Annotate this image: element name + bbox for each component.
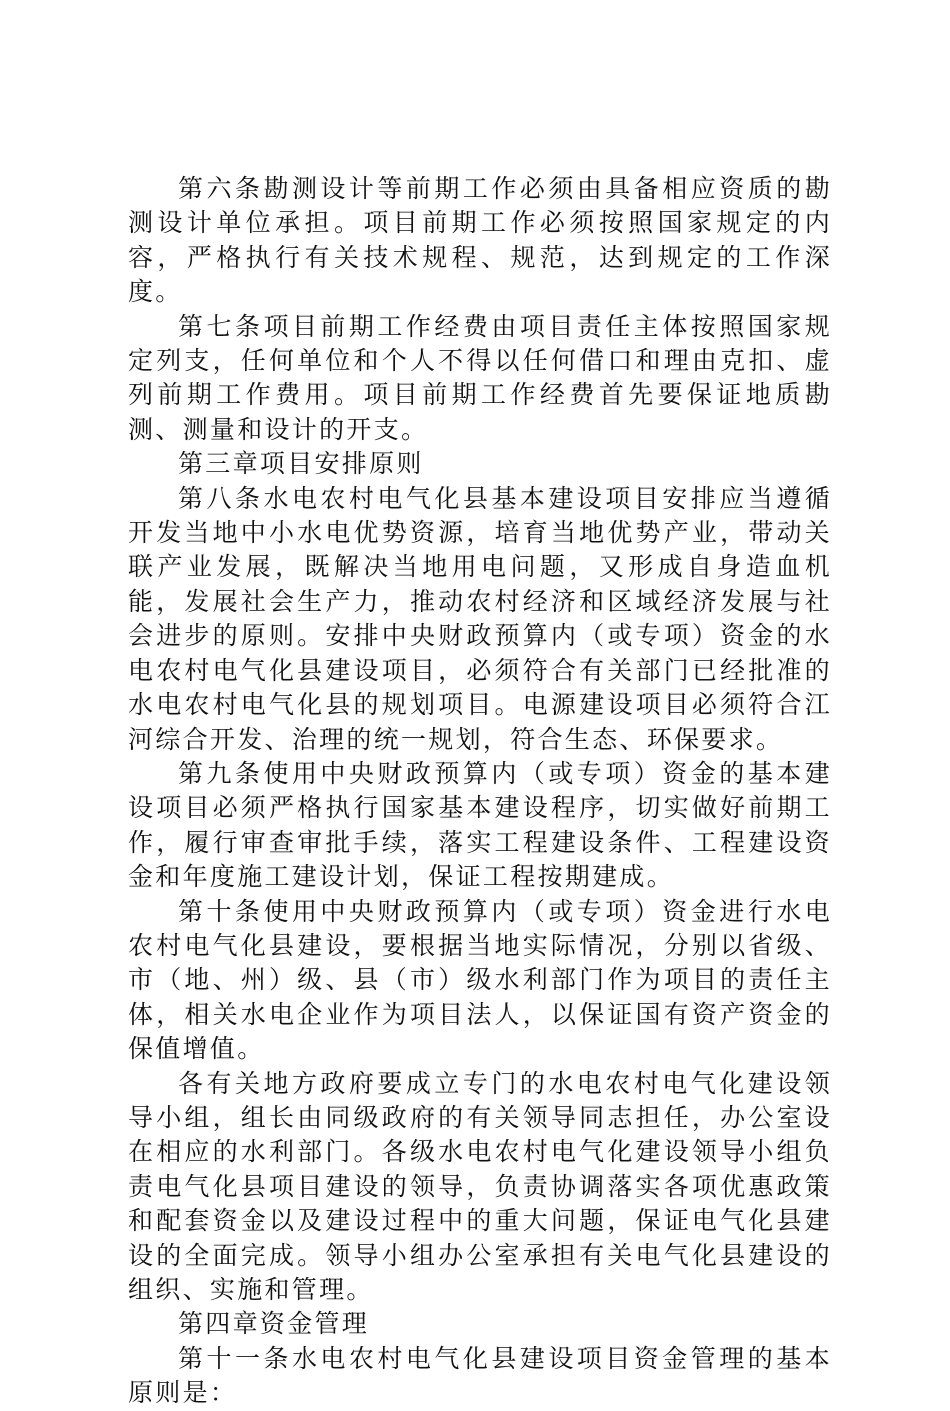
- chapter-4-heading: 第四章资金管理: [178, 1309, 370, 1339]
- paragraph-article-10: 第十条使用中央财政预算内（或专项）资金进行水电农村电气化县建设，要根据当地实际情况，分别以省级、市（地、州）级、县（市）级水利部门作为项目的责任主体，相关水电企业作为项目法人，以保证国有资产资金的保值增值。: [128, 896, 832, 1064]
- paragraph-article-7: 第七条项目前期工作经费由项目责任主体按照国家规定列支，任何单位和个人不得以任何借口和理由克扣、虚列前期工作费用。项目前期工作经费首先要保证地质勘测、测量和设计的开支。: [128, 311, 832, 444]
- chapter-3-heading: 第三章项目安排原则: [178, 449, 424, 479]
- paragraph-article-9: 第九条使用中央财政预算内（或专项）资金的基本建设项目必须严格执行国家基本建设程序，切实做好前期工作，履行审查审批手续，落实工程建设条件、工程建设资金和年度施工建设计划，保证工程按期建成。: [128, 758, 832, 892]
- paragraph-article-8: 第八条水电农村电气化县基本建设项目安排应当遵循开发当地中小水电优势资源，培育当地优势产业，带动关联产业发展，既解决当地用电问题，又形成自身造血机能，发展社会生产力，推动农村经济和区域经济发展与社会进步的原则。安排中央财政预算内（或专项）资金的水电农村电气化县建设项目，必须符合有关部门已经批准的水电农村电气化县的规划项目。电源建设项目必须符合江河综合开发、治理的统一规划，符合生态、环保要求。: [128, 483, 832, 754]
- document-body: [128, 172, 832, 1411]
- paragraph-article-6: 第六条勘测设计等前期工作必须由具备相应资质的勘测设计单位承担。项目前期工作必须按照国家规定的内容，严格执行有关技术规程、规范，达到规定的工作深度。: [128, 174, 832, 307]
- paragraph-leading-group: 各有关地方政府要成立专门的水电农村电气化建设领导小组，组长由同级政府的有关领导同志担任，办公室设在相应的水利部门。各级水电农村电气化建设领导小组负责电气化县项目建设的领导，负责协调落实各项优惠政策和配套资金以及建设过程中的重大问题，保证电气化县建设的全面完成。领导小组办公室承担有关电气化县建设的组织、实施和管理。: [128, 1068, 832, 1304]
- paragraph-article-11: 第十一条水电农村电气化县建设项目资金管理的基本原则是：: [128, 1343, 832, 1408]
